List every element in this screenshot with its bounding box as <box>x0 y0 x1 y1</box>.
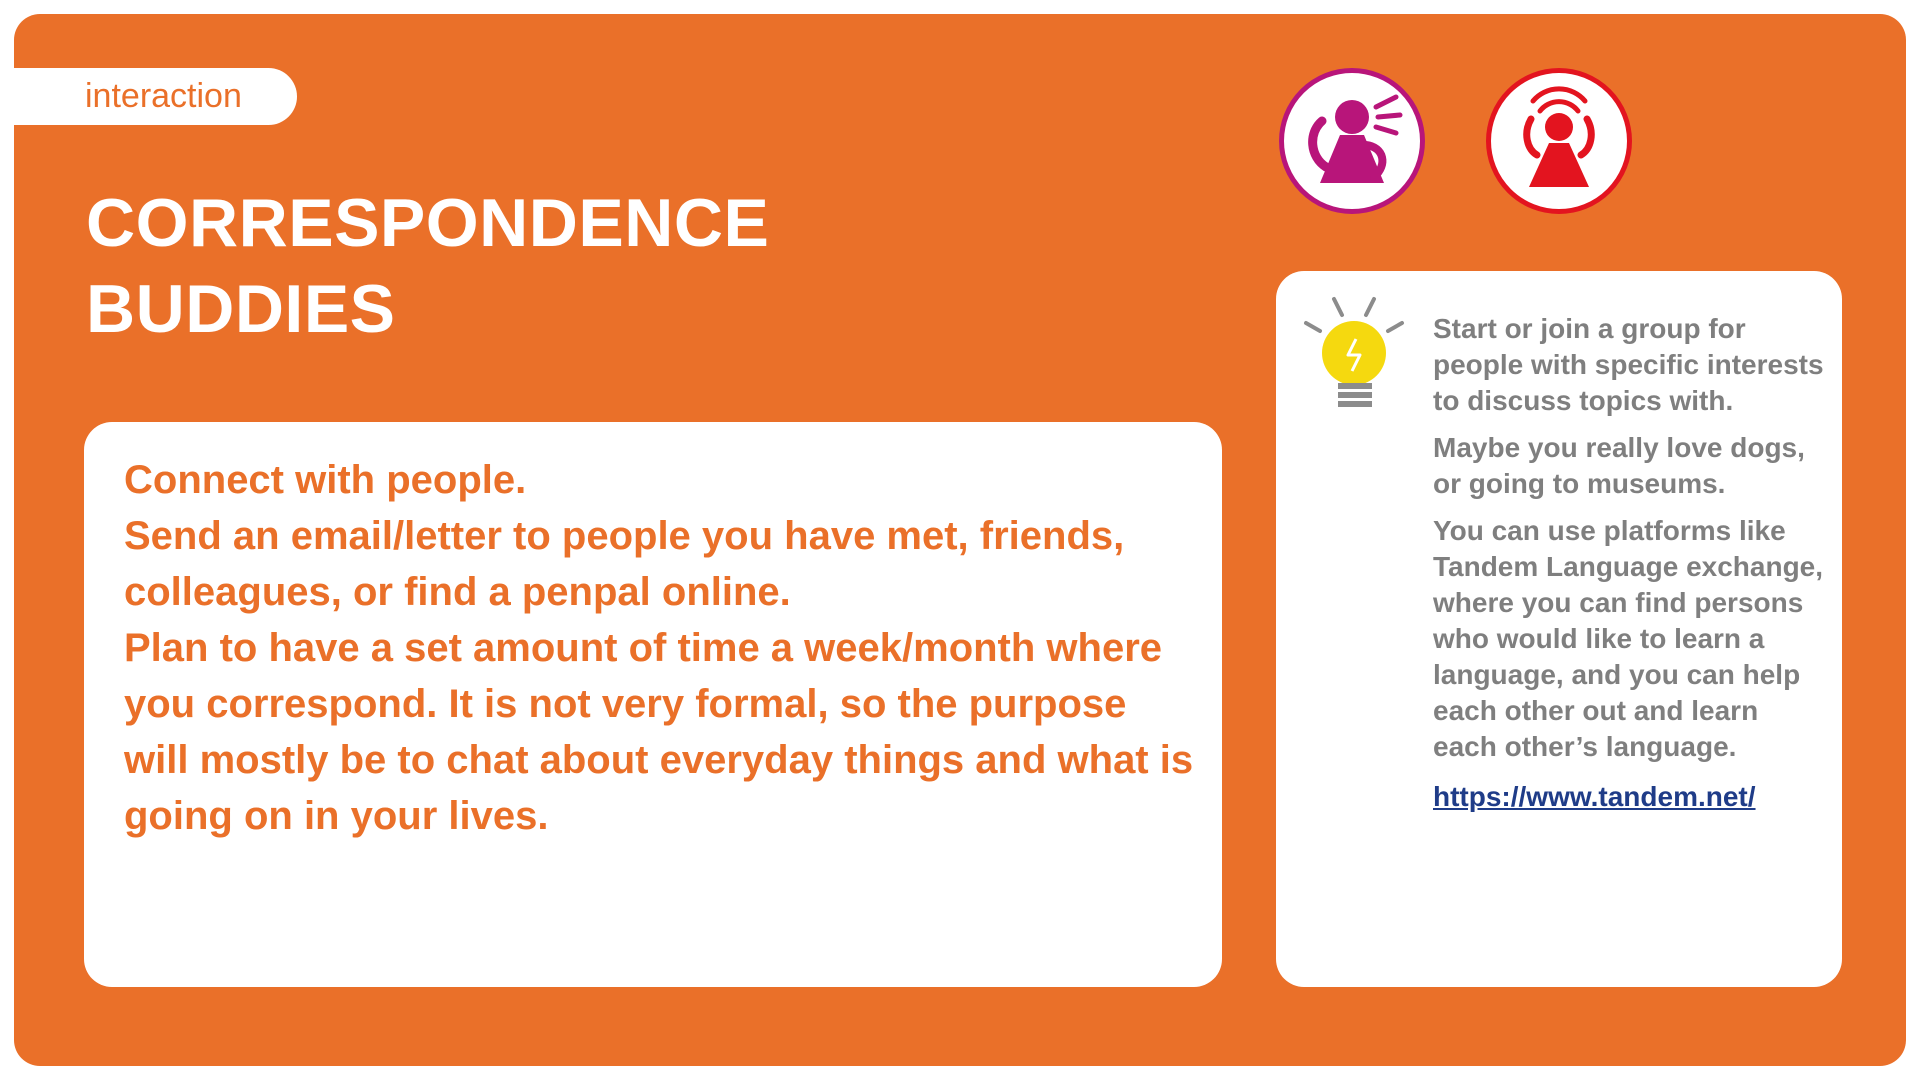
listening-person-icon <box>1486 68 1632 214</box>
category-tag-label: interaction <box>85 77 242 115</box>
speaking-person-icon <box>1279 68 1425 214</box>
page-title <box>86 180 769 352</box>
tip-card <box>1276 271 1842 987</box>
page-title-line-1: CORRESPONDENCE <box>86 185 770 261</box>
main-content-text <box>124 452 1194 844</box>
tip-paragraph-3: You can use platforms like Tandem Language exchange, where you can find persons who would like to learn a language, and you can help each other out and learn each other’s language. <box>1433 515 1824 762</box>
main-content-card <box>84 422 1222 987</box>
tandem-link[interactable]: https://www.tandem.net/ <box>1433 781 1756 812</box>
tip-paragraph-2: Maybe you really love dogs, or going to museums. <box>1433 432 1805 499</box>
category-tag <box>14 68 297 125</box>
main-paragraph-3: Plan to have a set amount of time a week/month where you correspond. It is not very formal, so the purpose will mostly be to chat about everyday things and what is going on in your lives. <box>124 626 1194 838</box>
main-paragraph-1: Connect with people. <box>124 458 527 502</box>
lightbulb-icon <box>1298 291 1408 426</box>
main-paragraph-2: Send an email/letter to people you have met, friends, colleagues, or find a penpal online. <box>124 514 1125 614</box>
tip-paragraph-1: Start or join a group for people with specific interests to discuss topics with. <box>1433 313 1824 416</box>
page-title-line-2: BUDDIES <box>86 271 396 347</box>
tip-text <box>1433 311 1828 815</box>
